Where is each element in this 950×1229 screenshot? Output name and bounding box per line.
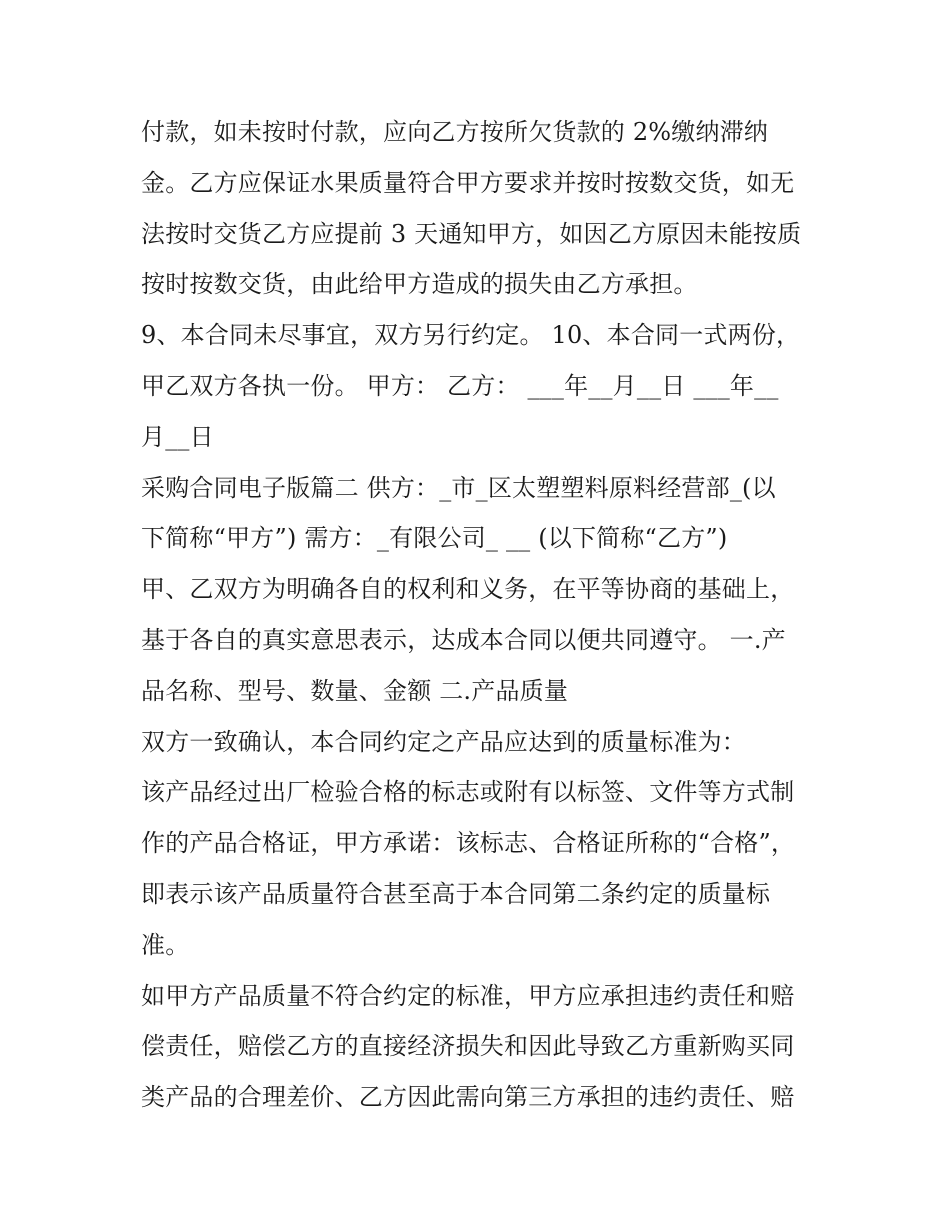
text-line: 法按时交货乙方应提前 3 天通知甲方，如因乙方原因未能按质 xyxy=(141,219,802,248)
text-line: 该产品经过出厂检验合格的标志或附有以标签、文件等方式制 xyxy=(141,778,795,807)
text-line: 即表示该产品质量符合甚至高于本合同第二条约定的质量标 xyxy=(141,879,771,908)
text-line: 甲乙双方各执一份。 甲方： 乙方： ___年__月__日 ___年__ xyxy=(141,371,779,400)
text-line: 下简称“甲方”) 需方：_有限公司_ __ (以下简称“乙方”) xyxy=(141,524,728,553)
text-line: 偿责任，赔偿乙方的直接经济损失和因此导致乙方重新购买同 xyxy=(141,1032,795,1061)
text-line: 采购合同电子版篇二 供方：_市_区太塑塑料原料经营部_(以 xyxy=(141,473,776,502)
text-line: 基于各自的真实意思表示，达成本合同以便共同遵守。 一.产 xyxy=(141,625,786,654)
text-line: 类产品的合理差价、乙方因此需向第三方承担的违约责任、赔 xyxy=(141,1083,795,1112)
text-line: 月__日 xyxy=(141,422,214,451)
text-line: 付款，如未按时付款，应向乙方按所欠货款的 2%缴纳滞纳 xyxy=(141,118,769,146)
text-line: 按时按数交货，由此给甲方造成的损失由乙方承担。 xyxy=(141,270,698,299)
text-line: 如甲方产品质量不符合约定的标准，甲方应承担违约责任和赔 xyxy=(141,981,795,1010)
text-line: 品名称、型号、数量、金额 二.产品质量 xyxy=(141,676,569,705)
text-line: 甲、乙双方为明确各自的权利和义务，在平等协商的基础上， xyxy=(141,575,795,604)
text-line: 准。 xyxy=(141,930,190,959)
contract-text xyxy=(141,107,831,1123)
text-line: 9、本合同未尽事宜，双方另行约定。 10、本合同一式两份， xyxy=(141,321,801,350)
text-line: 作的产品合格证，甲方承诺：该标志、合格证所称的“合格”， xyxy=(141,829,796,858)
text-line: 双方一致确认，本合同约定之产品应达到的质量标准为： xyxy=(141,727,746,756)
text-line: 金。乙方应保证水果质量符合甲方要求并按时按数交货，如无 xyxy=(141,168,795,197)
